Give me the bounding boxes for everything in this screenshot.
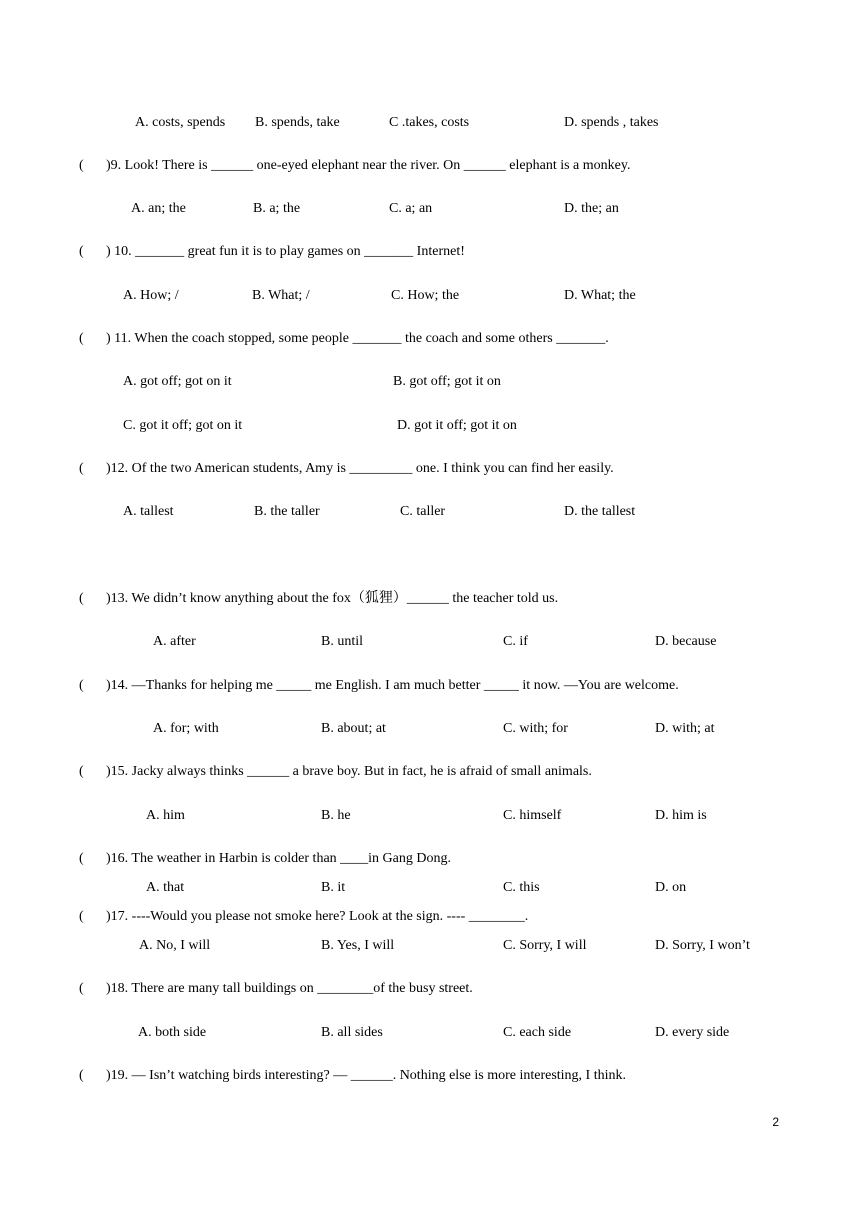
q18-option-d: D. every side [655,1025,730,1040]
q11-option-c: C. got it off; got on it [123,418,243,433]
question-text: )18. There are many tall buildings on ________of the busy street. [106,981,473,996]
q9-option-b: B. a; the [253,201,301,216]
q8-option-c: C .takes, costs [389,115,470,130]
q15-option-c: C. himself [503,808,562,823]
question-14 [79,677,679,695]
q12-option-c: C. taller [400,504,446,519]
answer-paren: ( [79,1068,84,1083]
q18-option-b: B. all sides [321,1025,383,1040]
question-10 [79,243,465,261]
answer-paren: ( [79,981,84,996]
q11-option-a: A. got off; got on it [123,374,232,389]
q17-option-a: A. No, I will [139,938,211,953]
q9-option-d: D. the; an [564,201,619,216]
q13-option-b: B. until [321,634,364,649]
q13-option-a: A. after [153,634,196,649]
question-text: )14. —Thanks for helping me _____ me English. I am much better _____ it now. —You are welcome. [106,678,679,693]
question-text: ) 10. _______ great fun it is to play games on _______ Internet! [106,244,465,259]
q8-option-b: B. spends, take [255,115,340,130]
q17-option-d: D. Sorry, I won’t [655,938,750,953]
answer-paren: ( [79,851,84,866]
q10-option-a: A. How; / [123,288,179,303]
answer-paren: ( [79,764,84,779]
answer-paren: ( [79,461,84,476]
question-text: )9. Look! There is ______ one-eyed elephant near the river. On ______ elephant is a monkey. [106,158,631,173]
q16-option-d: D. on [655,880,687,895]
q17-option-b: B. Yes, I will [321,938,395,953]
question-text: )12. Of the two American students, Amy is _________ one. I think you can find her easily. [106,461,614,476]
question-text: )19. — Isn’t watching birds interesting? — ______. Nothing else is more interesting, I think. [106,1068,626,1083]
q14-option-d: D. with; at [655,721,715,736]
q16-option-a: A. that [146,880,185,895]
answer-paren: ( [79,591,84,606]
q10-option-c: C. How; the [391,288,460,303]
q15-option-d: D. him is [655,808,707,823]
q17-option-c: C. Sorry, I will [503,938,587,953]
q14-option-c: C. with; for [503,721,568,736]
question-12 [79,460,614,478]
question-18 [79,980,473,998]
answer-paren: ( [79,678,84,693]
q12-option-d: D. the tallest [564,504,636,519]
question-11 [79,330,609,348]
q9-option-c: C. a; an [389,201,433,216]
q15-option-b: B. he [321,808,351,823]
question-text: )17. ----Would you please not smoke here? Look at the sign. ---- ________. [106,909,529,924]
q8-option-a: A. costs, spends [135,115,226,130]
question-19 [79,1067,626,1085]
question-9 [79,157,630,175]
page-number: 2 [772,1115,779,1129]
question-15 [79,763,592,781]
answer-paren: ( [79,331,84,346]
q10-option-b: B. What; / [252,288,310,303]
q13-option-d: D. because [655,634,717,649]
question-text: ) 11. When the coach stopped, some people _______ the coach and some others _______. [106,331,609,346]
answer-paren: ( [79,909,84,924]
q10-option-d: D. What; the [564,288,636,303]
q18-option-c: C. each side [503,1025,572,1040]
question-17 [79,908,528,926]
q11-option-b: B. got off; got it on [393,374,501,389]
q11-option-d: D. got it off; got it on [397,418,517,433]
q12-option-a: A. tallest [123,504,174,519]
q14-option-b: B. about; at [321,721,386,736]
question-16 [79,850,451,868]
answer-paren: ( [79,158,84,173]
q13-option-c: C. if [503,634,528,649]
question-text: )15. Jacky always thinks ______ a brave boy. But in fact, he is afraid of small animals. [106,764,592,779]
q9-option-a: A. an; the [131,201,186,216]
q16-option-b: B. it [321,880,346,895]
q15-option-a: A. him [146,808,185,823]
question-text: )16. The weather in Harbin is colder than ____in Gang Dong. [106,851,451,866]
q8-option-d: D. spends , takes [564,115,659,130]
question-13 [79,590,558,608]
question-text: )13. We didn’t know anything about the fox（狐狸）______ the teacher told us. [106,591,559,606]
q18-option-a: A. both side [138,1025,207,1040]
q16-option-c: C. this [503,880,540,895]
q12-option-b: B. the taller [254,504,320,519]
answer-paren: ( [79,244,84,259]
q14-option-a: A. for; with [153,721,219,736]
